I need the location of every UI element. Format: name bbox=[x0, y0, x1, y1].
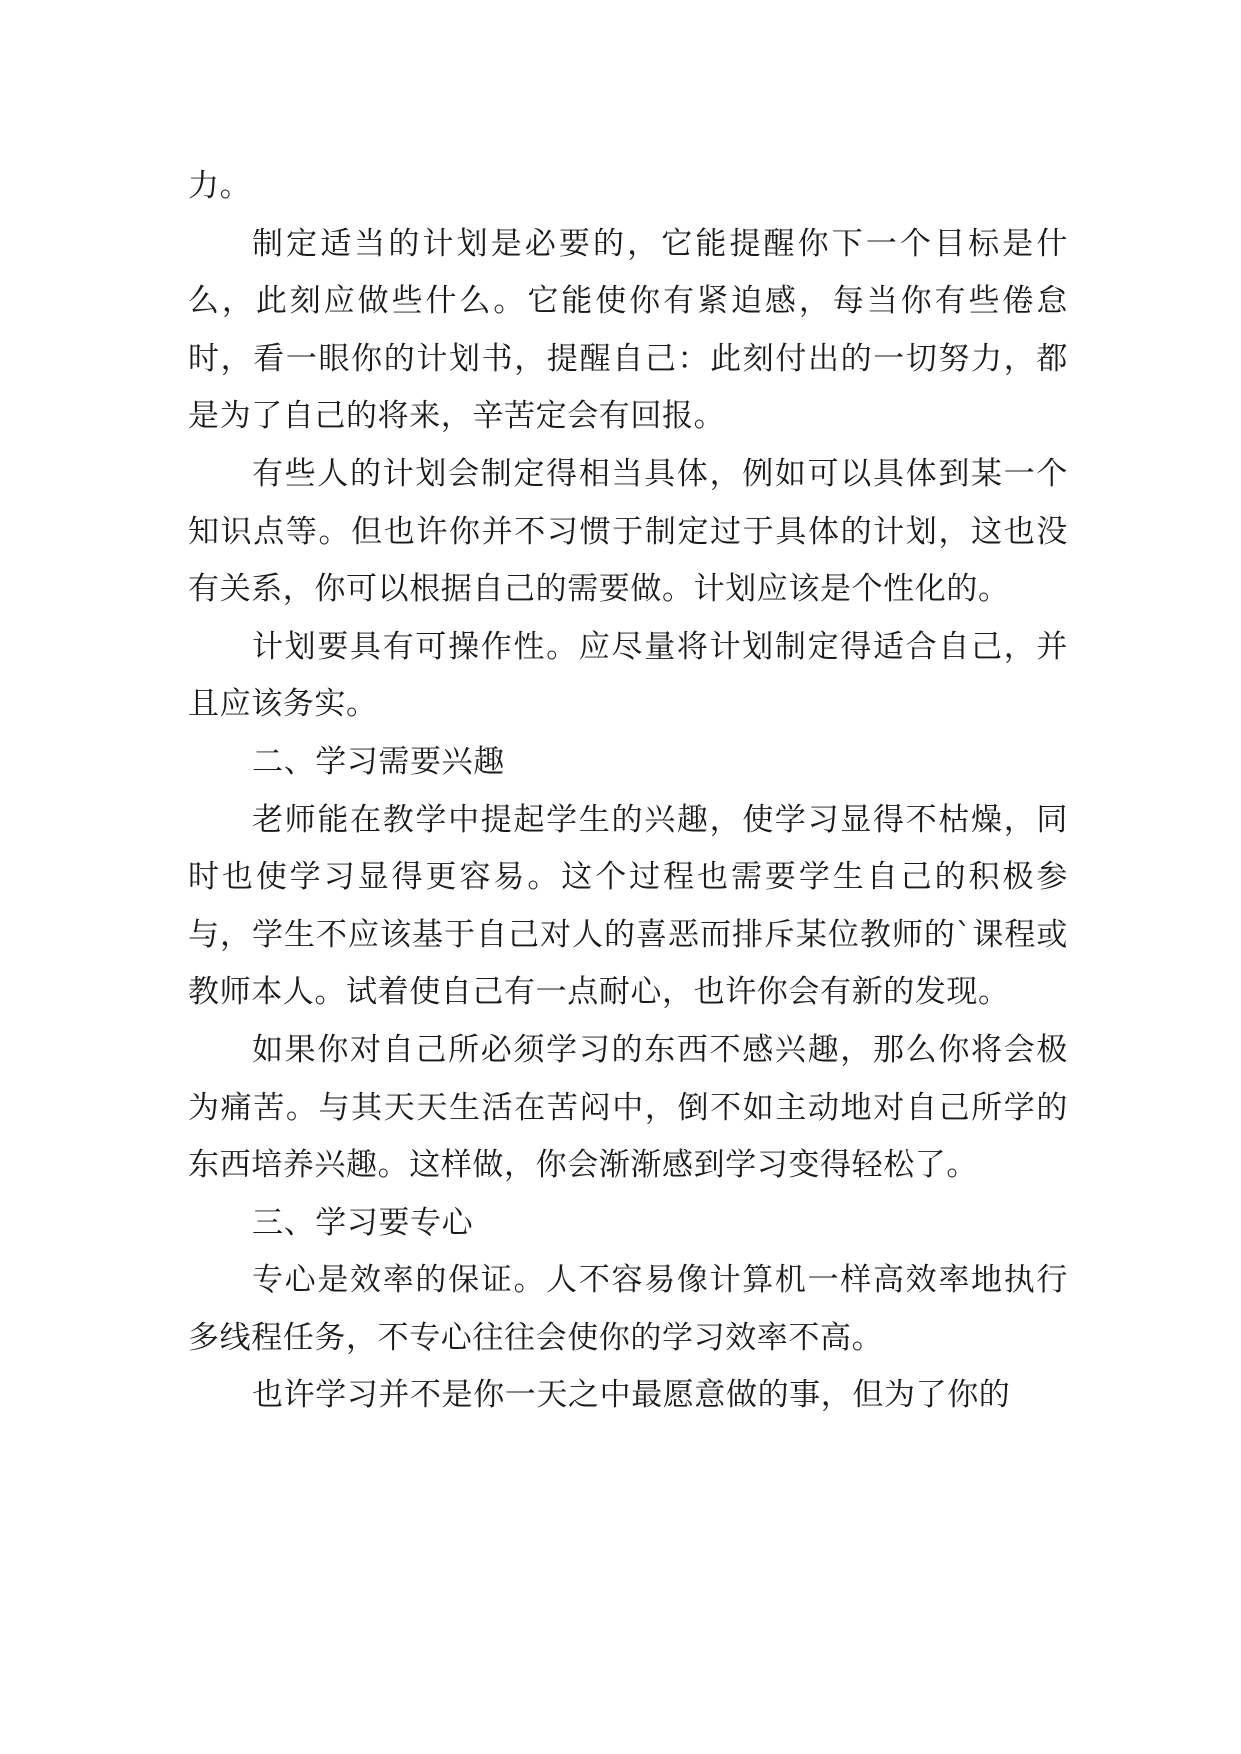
paragraph-specific-plans: 有些人的计划会制定得相当具体，例如可以具体到某一个知识点等。但也许你并不习惯于制定过于具体的计划，这也没有关系，你可以根据自己的需要做。计划应该是个性化的。 bbox=[188, 455, 1068, 608]
paragraph-teacher-interest: 老师能在教学中提起学生的兴趣，使学习显得不枯燥，同时也使学习显得更容易。这个过程也需要学生自己的积极参与，学生不应该基于自己对人的喜恶而排斥某位教师的`课程或教师本人。试着使自己有一点耐心，也许你会有新的发现。 bbox=[188, 801, 1068, 1011]
section-heading-focus: 三、学习要专心 bbox=[252, 1204, 474, 1241]
paragraph-study-willingness: 也许学习并不是你一天之中最愿意做的事，但为了你的 bbox=[252, 1377, 1011, 1414]
paragraph-planning-necessity: 制定适当的计划是必要的，它能提醒你下一个目标是什么，此刻应做些什么。它能使你有紧迫感，每当你有些倦怠时，看一眼你的计划书，提醒自己：此刻付出的一切努力，都是为了自己的将来，辛苦定会有回报。 bbox=[188, 225, 1068, 435]
paragraph-operable-plans: 计划要具有可操作性。应尽量将计划制定得适合自己，并且应该务实。 bbox=[188, 628, 1068, 723]
paragraph-focus-efficiency: 专心是效率的保证。人不容易像计算机一样高效率地执行多线程任务，不专心往往会使你的学习效率不高。 bbox=[188, 1262, 1068, 1356]
paragraph-cultivate-interest: 如果你对自己所必须学习的东西不感兴趣，那么你将会极为痛苦。与其天天生活在苦闷中，倒不如主动地对自己所学的东西培养兴趣。这样做，你会渐渐感到学习变得轻松了。 bbox=[188, 1031, 1068, 1184]
document-body bbox=[188, 158, 1068, 1425]
paragraph-continuation: 力。 bbox=[188, 168, 252, 204]
section-heading-interest: 二、学习需要兴趣 bbox=[252, 743, 505, 780]
